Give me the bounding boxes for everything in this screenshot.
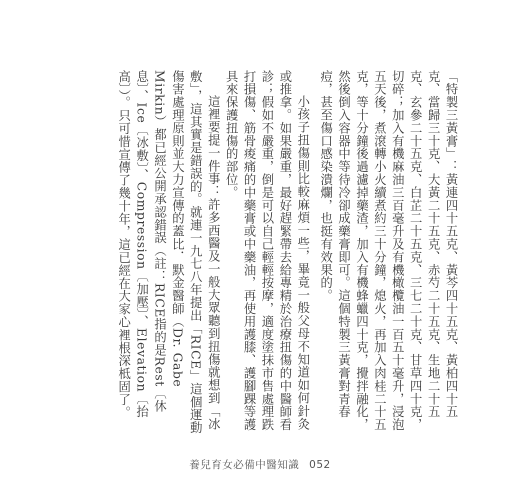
paragraph-child-sprain: 小孩子扭傷則比較麻煩一些，畢竟一般父母不知道如何針灸或推拿。如果嚴重，最好趕緊帶去給專精於治療扭傷的中醫師看診；假如不嚴重，倒是可以自己輕輕按摩，適度塗抹市售處理跌打損傷、筋骨痠痛的中藥膏或中藥油，再使用護膝、護腳踝等護具來保護扭傷的部位。 xyxy=(224,70,310,432)
page-footer xyxy=(0,457,520,472)
page-number: 052 xyxy=(309,459,331,471)
paragraph-rice-principle: 這裡要提一件事：許多西醫及一般大眾聽到扭傷就想到「冰敷」，這其實是錯誤的。就連一九七八年提出「RICE」這個運動傷害處理原則並大力宣傳的蓋比．默金醫師（Dr. Gabe Mirkin）都已經公開承認錯誤（註：RICE指的是Rest〔休息〕、Ice〔冰敷〕、Compression〔加壓〕、Elevation〔抬高〕）。只可惜宣傳了幾十年，這已經在大家心裡根深柢固了。 xyxy=(116,70,221,435)
vertical-text-column xyxy=(54,70,464,440)
book-title: 養兒育女必備中醫知識 xyxy=(189,459,300,471)
paragraph-herbal-recipe: 「特製三黃膏」：黃連四十五克、黃芩四十五克、黃柏四十五克、當歸三十克、大黃二十五克、赤芍二十五克、生地二十五克、玄參二十五克、白芷二十五克、三七二十克、甘草四十克，切碎；加入有機麻油三百毫升及有機橄欖油一百五十毫升，浸泡五天後，煮滾轉小火續煮約三十分鐘，熄火，再加入肉桂二十五克，等十分鐘後過濾掉藥渣，加入有機蜂蠟四十克，攪拌融化，然後倒入容器中等待冷卻成藥膏即可。這個特製三黃膏對青春痘，甚至傷口感染潰爛，也挺有效果的。 xyxy=(318,70,458,432)
